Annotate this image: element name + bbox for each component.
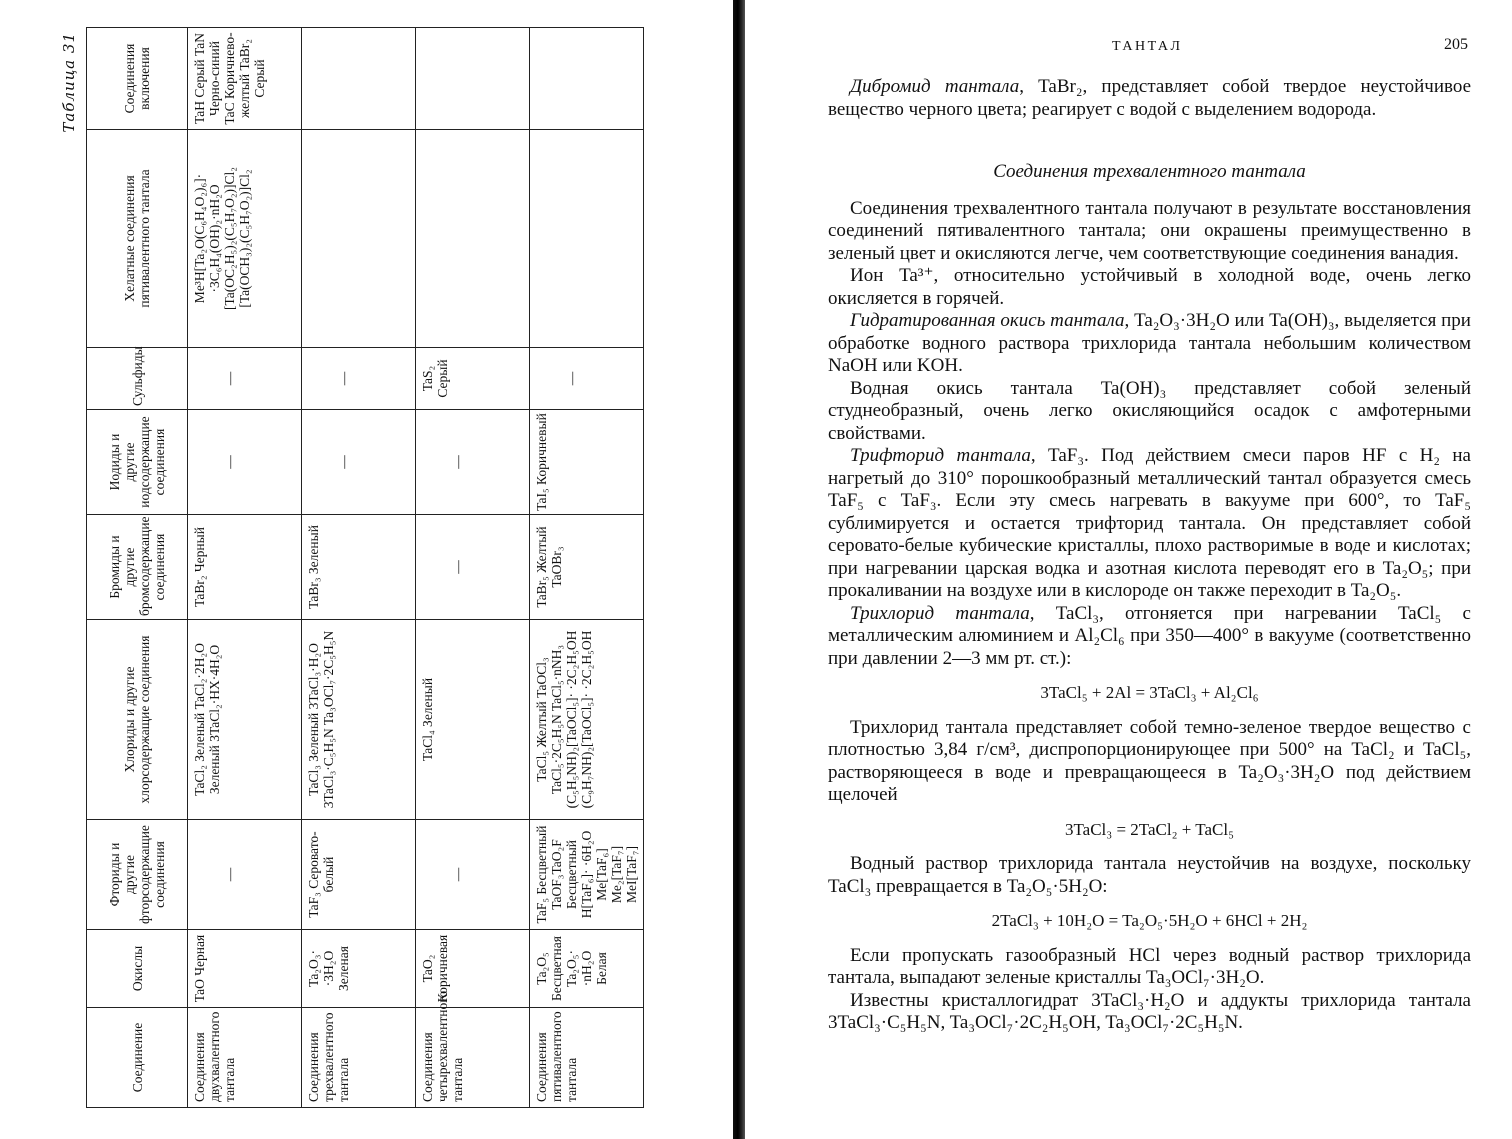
header-cell: Бромиды и другие бромсодержащие соединения — [87, 515, 188, 620]
running-head: ТАНТАЛ — [1112, 39, 1183, 54]
table-cell — [416, 515, 530, 620]
header-cell: Соединение — [87, 1008, 188, 1108]
table-header-row — [87, 28, 188, 1108]
table-cell — [302, 410, 416, 515]
table-cell: TaI₅ Коричневый — [530, 410, 644, 515]
table-cell — [302, 348, 416, 410]
cell-value: — — [564, 371, 579, 386]
table-cell — [188, 410, 302, 515]
table-cell — [530, 130, 644, 348]
cell-value: — — [336, 371, 351, 386]
header-cell: Иодиды и другие иодсодержащие соединения — [87, 410, 188, 515]
table-cell: TaH Серый TaN Черно-синий TaC Коричнево-желтый TaBr₂ Серый — [188, 28, 302, 130]
table-cell: TaBr₅ Желтый TaOBr₃ — [530, 515, 644, 620]
cell-value: — — [450, 455, 465, 469]
paragraph: Трихлорид тантала представляет собой темно-зеленое твердое вещество с плотностью 3,84 г/см³, диспропорционирующее при 500° на TaCl₂ и TaCl₅, растворяющееся в воде и превращающееся в Ta₂O₃·3H₂O под действием щелочей — [828, 716, 1471, 805]
header-cell: Хелатные соединения пятивалентного тантала — [87, 130, 188, 348]
table-cell — [302, 28, 416, 130]
table-row — [188, 28, 302, 1108]
table-row — [530, 28, 644, 1108]
page-number: 205 — [1444, 36, 1468, 53]
table-cell: TaO Черная — [188, 930, 302, 1008]
header-cell: Сульфиды — [87, 348, 188, 410]
table-cell: Ta₂O₅ Бесцветная Ta₂O₅· ·nH₂O Белая — [530, 930, 644, 1008]
equation: 3TaCl₃ = 2TaCl₂ + TaCl₅ — [1064, 819, 1235, 839]
table-row — [416, 28, 530, 1108]
paragraph — [828, 310, 1471, 378]
paragraph: Соединения трехвалентного тантала получают в результате восстановления соединений пятивалентного тантала; они окрашены преимущественно в зеленый цвет и окисляются легче, чем соответствующие соединения ванадия. — [828, 197, 1471, 264]
paragraph-text: , Ta₂O₃·3H₂O или Ta(OH)₃, выделяется при обработке водного раствора трихлорида тантала небольшим количеством NaOH или KOH. — [828, 310, 1471, 376]
equation: 3TaCl₅ + 2Al = 3TaCl₃ + Al₂Cl₆ — [1040, 683, 1259, 702]
paragraph — [828, 603, 1471, 671]
table-cell: TaCl₅ Желтый TaOCl₃ TaCl₅·2C₅H₅N TaCl₅·nNH₃ (C₅H₅NH)₂[TaOCl₅]· ·2C₂H₅OH (C₉H₇NH)₂[TaOCl₅]· ·2C₂H₅OH — [530, 620, 644, 820]
paragraph: Ион Ta³⁺, относительно устойчивый в холодной воде, очень легко окисляется в горячей. — [828, 265, 1471, 309]
cell-value: — — [450, 560, 465, 574]
table-cell: TaO₂ Коричневая — [416, 930, 530, 1008]
term: Гидратированная окись тантала — [850, 310, 1125, 331]
table-cell — [188, 820, 302, 930]
term: Трихлорид тантала — [850, 602, 1030, 624]
table-cell: Соединения трехвалентного тантала — [302, 1008, 416, 1108]
paragraph-text: , TaCl₃, отгоняется при нагревании TaCl₅ с металлическим алюминием и Al₂Cl₆ при 350—400° в вакууме (соответственно при давлении 2—3 мм рт. ст.): — [828, 602, 1471, 669]
paragraph-text: , TaBr₂, представляет собой твердое неустойчивое вещество черного цвета; реагирует с водой с выделением водорода. — [828, 76, 1472, 120]
table-caption: Таблица 31 — [60, 32, 78, 133]
paragraph — [828, 76, 1471, 121]
rotated-table-block — [60, 28, 678, 1108]
paragraph: Водная окись тантала Ta(OH)₃ представляет собой зеленый студнеобразный, очень легко окисляющийся осадок с амфотерными свойствами. — [828, 377, 1471, 444]
cell-value: — — [222, 371, 237, 386]
paragraph — [828, 445, 1471, 603]
table-cell — [416, 820, 530, 930]
left-page — [0, 0, 730, 1139]
table-cell: Соединения пятивалентного тантала — [530, 1008, 644, 1108]
cell-value: — — [222, 867, 237, 882]
table-cell — [416, 28, 530, 130]
table-cell: Ta₂O₃· ·3H₂O Зеленая — [302, 930, 416, 1008]
cell-value: — — [222, 455, 237, 469]
term: Трифторид тантала — [850, 445, 1031, 466]
header-cell: Окислы — [87, 930, 188, 1008]
table-cell — [302, 130, 416, 348]
table-cell — [530, 28, 644, 130]
paragraph: Водный раствор трихлорида тантала неустойчив на воздухе, поскольку TaCl₃ превращается в Ta₂O₅·5H₂O: — [828, 853, 1471, 897]
body-text — [828, 76, 1471, 1035]
table-cell: TaF₃ Серовато-белый — [302, 820, 416, 930]
table-cell: Соединения четырехвалентного тантала — [416, 1008, 530, 1108]
header-cell: Соединения включения — [87, 28, 188, 130]
equation: 2TaCl₃ + 10H₂O = Ta₂O₅·5H₂O + 6HCl + 2H₂ — [991, 911, 1308, 930]
paragraph-text: , TaF₃. Под действием смеси паров HF с H₂ на нагретый до 310° порошкообразный металлический тантал образуется смесь TaF₅ с TaF₃. Если эту смесь нагревать в вакууме при 600°, то TaF₅ сублимируется и остается трифторид тантала. Он представляет собой серовато-белые кубические кристаллы, плохо растворимые в воде и кислотах; при нагревании царская водка и азотная кислота переводят его в Ta₂O₅; при прокаливании на воздухе или в кислороде он также переходит в Ta₂O₅. — [828, 445, 1471, 601]
table-cell — [416, 410, 530, 515]
header-cell: Хлориды и другие хлорсодержащие соединения — [87, 620, 188, 820]
tantalum-compounds-table — [86, 27, 644, 1108]
table-cell: TaCl₄ Зеленый — [416, 620, 530, 820]
table-cell: TaBr₂ Черный — [188, 515, 302, 620]
table-cell: TaCl₂ Зеленый TaCl₂·2H₂O Зеленый 3TaCl₂·HX·4H₂O — [188, 620, 302, 820]
paragraph: Известны кристаллогидрат 3TaCl₃·H₂O и аддукты трихлорида тантала 3TaCl₃·C₅H₅N, Ta₃OCl₇·2C₂H₅OH, Ta₃OCl₇·2C₅H₅N. — [828, 989, 1471, 1033]
table-cell: TaCl₃ Зеленый 3TaCl₃·H₂O 3TaCl₃·C₅H₅N Ta₃OCl₇·2C₅H₅N — [302, 620, 416, 820]
book-spine — [733, 0, 745, 1139]
paragraph: Если пропускать газообразный HCl через водный раствор трихлорида тантала, выпадают зеленые кристаллы Ta₃OCl₇·3H₂O. — [828, 944, 1471, 988]
right-page — [760, 0, 1505, 1139]
table-cell — [416, 130, 530, 348]
cell-value: — — [450, 867, 465, 882]
table-cell: Me³H[Ta₂O(C₆H₄O₂)₆]· ·3C₆H₄(OH)₂·nH₂O [Ta(OC₂H₅)₂(C₅H₇O₂)]Cl₂ [Ta(OCH₃)₂(C₅H₇O₂)]Cl₂ — [188, 130, 302, 348]
table-cell: TaS₂ Серый — [416, 348, 530, 410]
header-cell: Фториды и другие фторсодержащие соединения — [87, 820, 188, 930]
table-cell: TaF₅ Бесцветный TaOF₃TaO₂F Бесцветный H[TaF₆]· ·6H₂O Me[TaF₆] Me₂[TaF₇] MeI[TaF₇] — [530, 820, 644, 930]
table-cell — [530, 348, 644, 410]
table-cell: TaBr₃ Зеленый — [302, 515, 416, 620]
cell-value: — — [336, 455, 351, 469]
table-cell: Соединения двухвалентного тантала — [188, 1008, 302, 1108]
table-row — [302, 28, 416, 1108]
section-heading: Соединения трехвалентного тантала — [993, 161, 1306, 182]
term: Дибромид тантала — [850, 76, 1020, 97]
table-cell — [188, 348, 302, 410]
